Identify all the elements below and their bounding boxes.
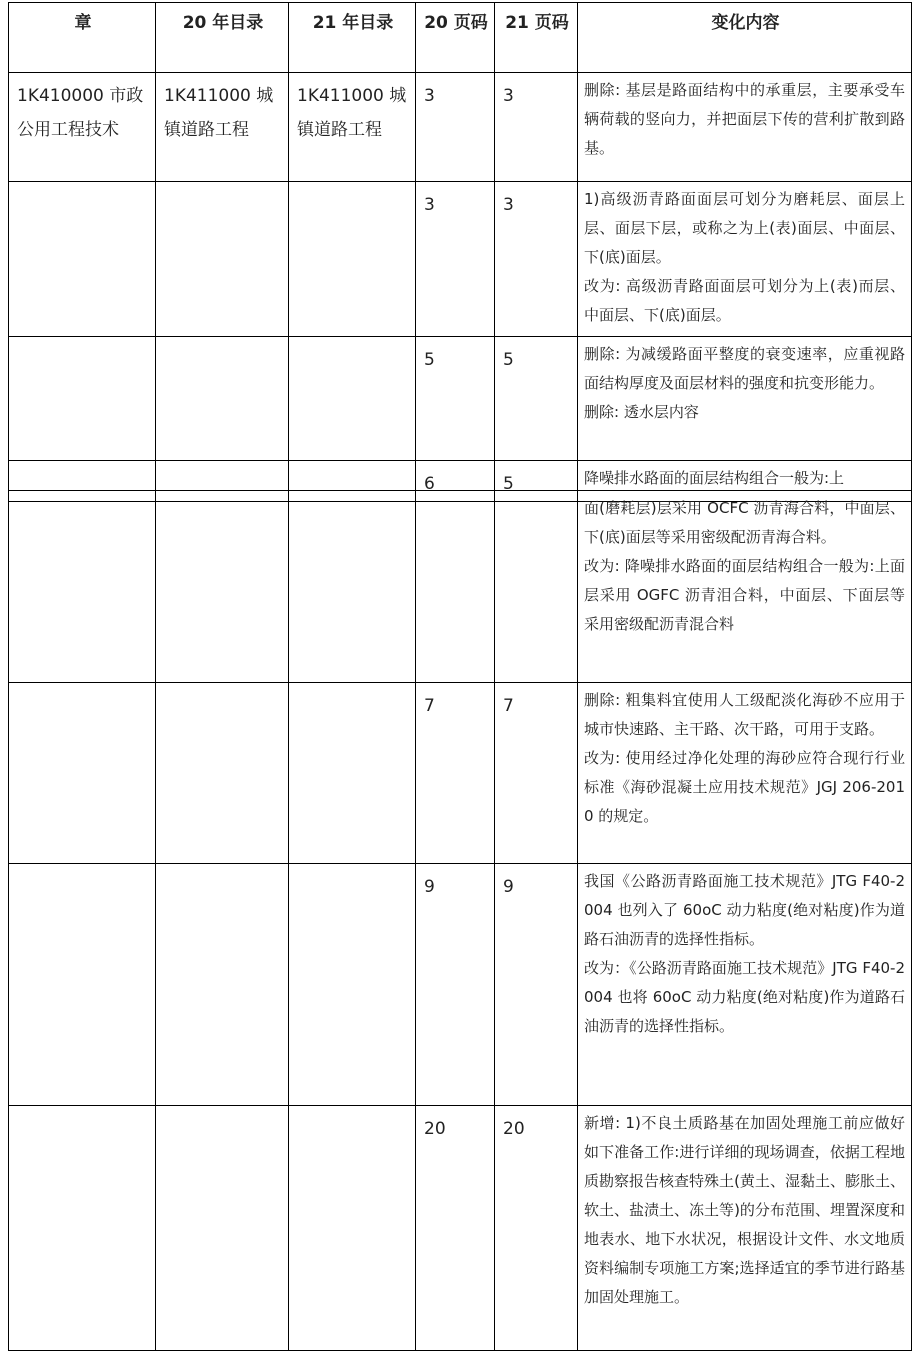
cell-page-20: 20 (416, 1106, 495, 1351)
cell-toc-20 (156, 491, 289, 683)
header-page-21: 21 页码 (495, 3, 578, 73)
table-row (9, 683, 912, 864)
header-toc-21: 21 年目录 (289, 3, 416, 73)
table-row (9, 73, 912, 182)
change-text: 删除: 为减缓路面平整度的衰变速率，应重视路面结构厚度及面层材料的强度和抗变形能力。 (584, 345, 905, 392)
changes-table-part-2 (8, 490, 912, 1351)
cell-toc-21: 1K411000 城镇道路工程 (289, 73, 416, 182)
cell-toc-20: 1K411000 城镇道路工程 (156, 73, 289, 182)
change-text: 删除: 基层是路面结构中的承重层，主要承受车辆荷载的竖向力，并把面层下传的营利扩散到路基。 (584, 81, 905, 157)
header-change: 变化内容 (578, 3, 912, 73)
table-row (9, 864, 912, 1106)
cell-change (578, 864, 912, 1106)
table-row (9, 337, 912, 461)
table-row (9, 182, 912, 337)
change-text: 面(磨耗层)层采用 OCFC 沥青海合料，中面层、下(底)面层等采用密级配沥青海合料。 (584, 499, 905, 546)
cell-page-21: 7 (495, 683, 578, 864)
cell-chapter: 1K410000 市政公用工程技术 (9, 73, 156, 182)
cell-page-20: 5 (416, 337, 495, 461)
header-row (9, 3, 912, 73)
cell-chapter (9, 337, 156, 461)
cell-page-21: 5 (495, 461, 578, 502)
cell-page-21: 5 (495, 337, 578, 461)
cell-page-20: 7 (416, 683, 495, 864)
cell-page-20: 3 (416, 182, 495, 337)
cell-page-21: 20 (495, 1106, 578, 1351)
cell-toc-21 (289, 337, 416, 461)
cell-page-20: 9 (416, 864, 495, 1106)
table-row (9, 491, 912, 683)
cell-toc-20 (156, 683, 289, 864)
change-text: 改为: 降噪排水路面的面层结构组合一般为:上面层采用 OGFC 沥青泪合料，中面层、下面层等采用密级配沥青混合料 (584, 557, 905, 633)
cell-toc-21 (289, 182, 416, 337)
cell-page-20: 3 (416, 73, 495, 182)
cell-change (578, 337, 912, 461)
cell-chapter (9, 182, 156, 337)
cell-change (578, 182, 912, 337)
change-text: 改为: 使用经过净化处理的海砂应符合现行行业标准《海砂混凝土应用技术规范》JGJ 206-2010 的规定。 (584, 749, 905, 825)
cell-chapter (9, 491, 156, 683)
header-chapter: 章 (9, 3, 156, 73)
change-text: 删除: 透水层内容 (584, 403, 699, 421)
change-text: 降噪排水路面的面层结构组合一般为:上 (584, 469, 845, 487)
cell-toc-21 (289, 1106, 416, 1351)
cell-page-21 (495, 491, 578, 683)
cell-change (578, 73, 912, 182)
cell-page-20: 6 (416, 461, 495, 502)
cell-change (578, 683, 912, 864)
cell-page-21: 9 (495, 864, 578, 1106)
cell-chapter (9, 1106, 156, 1351)
cell-toc-21 (289, 864, 416, 1106)
cell-change (578, 491, 912, 683)
cell-toc-20 (156, 182, 289, 337)
header-page-20: 20 页码 (416, 3, 495, 73)
change-text: 我国《公路沥青路面施工技术规范》JTG F40-2004 也列入了 60oC 动力粘度(绝对粘度)作为道路石油沥青的选择性指标。 (584, 872, 905, 948)
cell-page-21: 3 (495, 73, 578, 182)
cell-page-21: 3 (495, 182, 578, 337)
cell-page-20 (416, 491, 495, 683)
change-text: 删除: 粗集料宜使用人工级配淡化海砂不应用于城市快速路、主干路、次干路，可用于支路。 (584, 691, 905, 738)
table-row (9, 1106, 912, 1351)
change-text: 改为: 高级沥青路面面层可划分为上(表)而层、中面层、下(底)面层。 (584, 277, 905, 324)
change-text: 改为：《公路沥青路面施工技术规范》JTG F40-2004 也将 60oC 动力粘度(绝对粘度)作为道路石油沥青的选择性指标。 (584, 959, 905, 1035)
cell-toc-21 (289, 683, 416, 864)
cell-toc-20 (156, 864, 289, 1106)
cell-chapter (9, 864, 156, 1106)
cell-chapter (9, 683, 156, 864)
change-text: 新增: 1)不良土质路基在加固处理施工前应做好如下准备工作:进行详细的现场调查，依据工程地质勘察报告核查特殊土(黄土、湿黏土、膨胀土、软土、盐渍土、冻土等)的分布范围、埋置深度和地表水、地下水状况，根据设计文件、水文地质资料编制专项施工方案;选择适宜的季节进行路基加固处理施工。 (584, 1114, 905, 1306)
cell-change (578, 1106, 912, 1351)
change-text: 1)高级沥青路面面层可划分为磨耗层、面层上层、面层下层，或称之为上(表)面层、中面层、下(底)面层。 (584, 190, 905, 266)
cell-toc-21 (289, 491, 416, 683)
header-toc-20: 20 年目录 (156, 3, 289, 73)
cell-toc-20 (156, 337, 289, 461)
changes-table-part-1 (8, 2, 912, 502)
cell-toc-20 (156, 1106, 289, 1351)
